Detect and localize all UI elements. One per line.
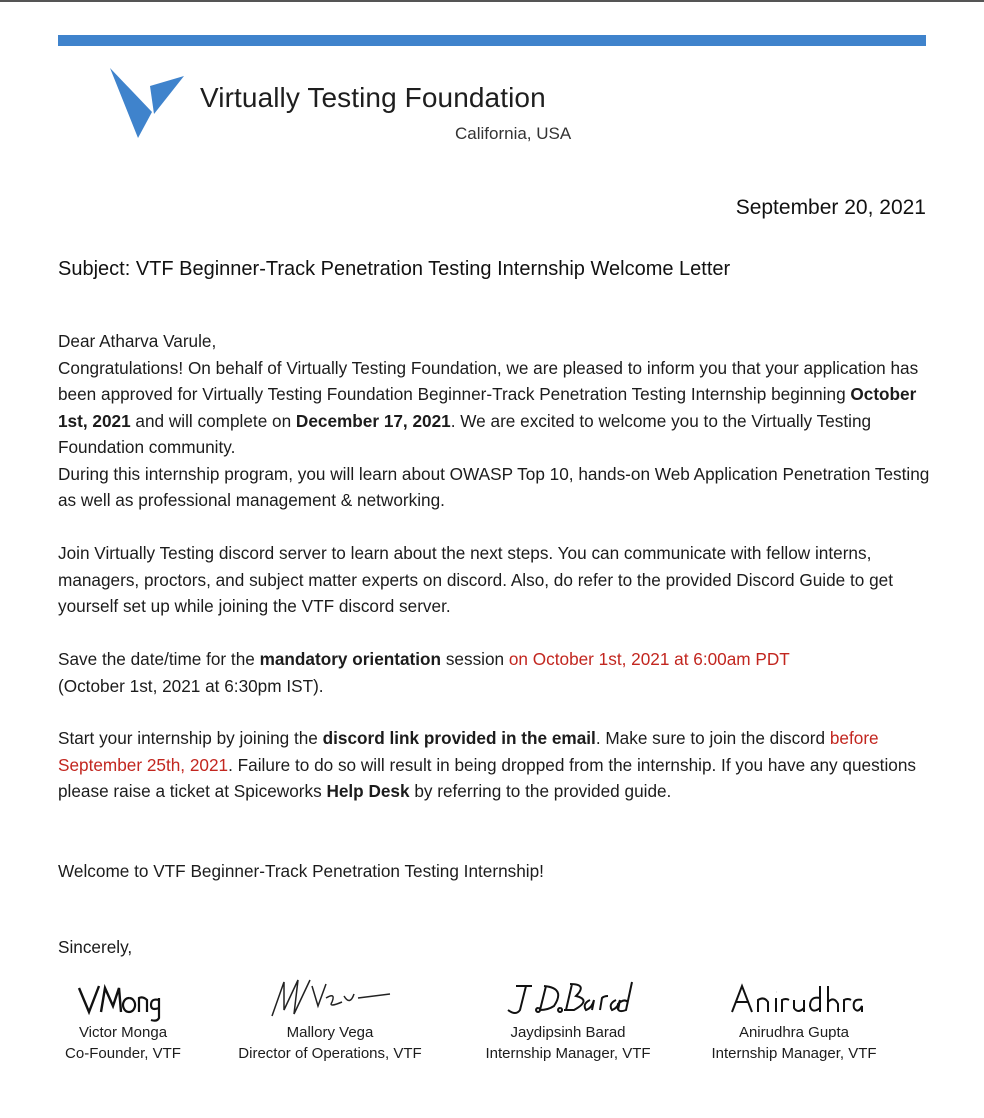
signatory-name: Victor Monga [78, 1024, 168, 1041]
paragraph-orientation: Save the date/time for the mandatory orientation session on October 1st, 2021 at 6:00am PDT (October 1st, 2021 at 6:30pm IST). [58, 649, 790, 696]
organization-name: Virtually Testing Foundation [200, 82, 546, 113]
letter-subject: Subject: VTF Beginner-Track Penetration Testing Internship Welcome Letter [58, 258, 731, 280]
organization-location: California, USA [455, 124, 572, 143]
signature-barad [498, 976, 638, 1022]
paragraph-discord: Join Virtually Testing discord server to learn about the next steps. You can communicate with fellow interns, managers, proctors, and subject matter experts on discord. Also, do refer to the provided Discord Guide to get yourself set up while joining the VTF discord server. [58, 543, 893, 616]
end-date: December 17, 2021 [295, 410, 451, 431]
signatory-name: Jaydipsinh Barad [510, 1024, 626, 1041]
letter-body-intro [58, 328, 933, 514]
signatory-role: Internship Manager, VTF [485, 1045, 651, 1062]
discord-link-note: discord link provided in the email [322, 728, 596, 748]
paragraph-congratulations: Congratulations! On behalf of Virtually Testing Foundation, we are pleased to inform you that your application has been approved for Virtually Testing Foundation Beginner-Track Penetration Testing Internship beginning October 1st, 2021 and will complete on December 17, 2021. We are excited to welcome you to the Virtually Testing Foundation community. [58, 357, 919, 457]
signatory-role: Co-Founder, VTF [65, 1045, 181, 1062]
letter-date: September 20, 2021 [735, 196, 926, 219]
paragraph-welcome: Welcome to VTF Beginner-Track Penetration Testing Internship! [58, 861, 544, 881]
signatory-role: Director of Operations, VTF [238, 1045, 422, 1062]
signature-monga [73, 976, 173, 1022]
header-accent-bar [58, 35, 926, 46]
help-desk: Help Desk [326, 781, 410, 801]
paragraph-start: Start your internship by joining the discord link provided in the email. Make sure to join the discord before September 25th, 2021. Failure to do so will result in being dropped from the internship. If you have any questions please raise a ticket at Spiceworks Help Desk by referring to the provided guide. [58, 728, 916, 801]
signatory-role: Internship Manager, VTF [711, 1045, 877, 1062]
orientation-time: on October 1st, 2021 at 6:00am PDT [508, 649, 790, 669]
signatory-vega [220, 976, 440, 1064]
top-border-line [0, 0, 984, 2]
paragraph-program: During this internship program, you will learn about OWASP Top 10, hands-on Web Application Penetration Testing as well as professional management & networking. [58, 463, 930, 510]
deadline: before September 25th, 2021 [58, 728, 879, 775]
salutation: Dear Atharva Varule, [58, 331, 217, 351]
start-date: October 1st, 2021 [58, 384, 917, 431]
orientation-label: mandatory orientation [259, 649, 442, 669]
signature-gupta [724, 976, 864, 1022]
signatory-barad [470, 976, 666, 1064]
closing: Sincerely, [58, 937, 133, 957]
signatory-name: Anirudhra Gupta [738, 1024, 850, 1041]
signatory-name: Mallory Vega [286, 1024, 374, 1041]
signatory-monga [48, 976, 198, 1064]
vtf-logo-icon [108, 66, 188, 142]
signature-vega [260, 976, 400, 1022]
signatory-gupta [696, 976, 892, 1064]
